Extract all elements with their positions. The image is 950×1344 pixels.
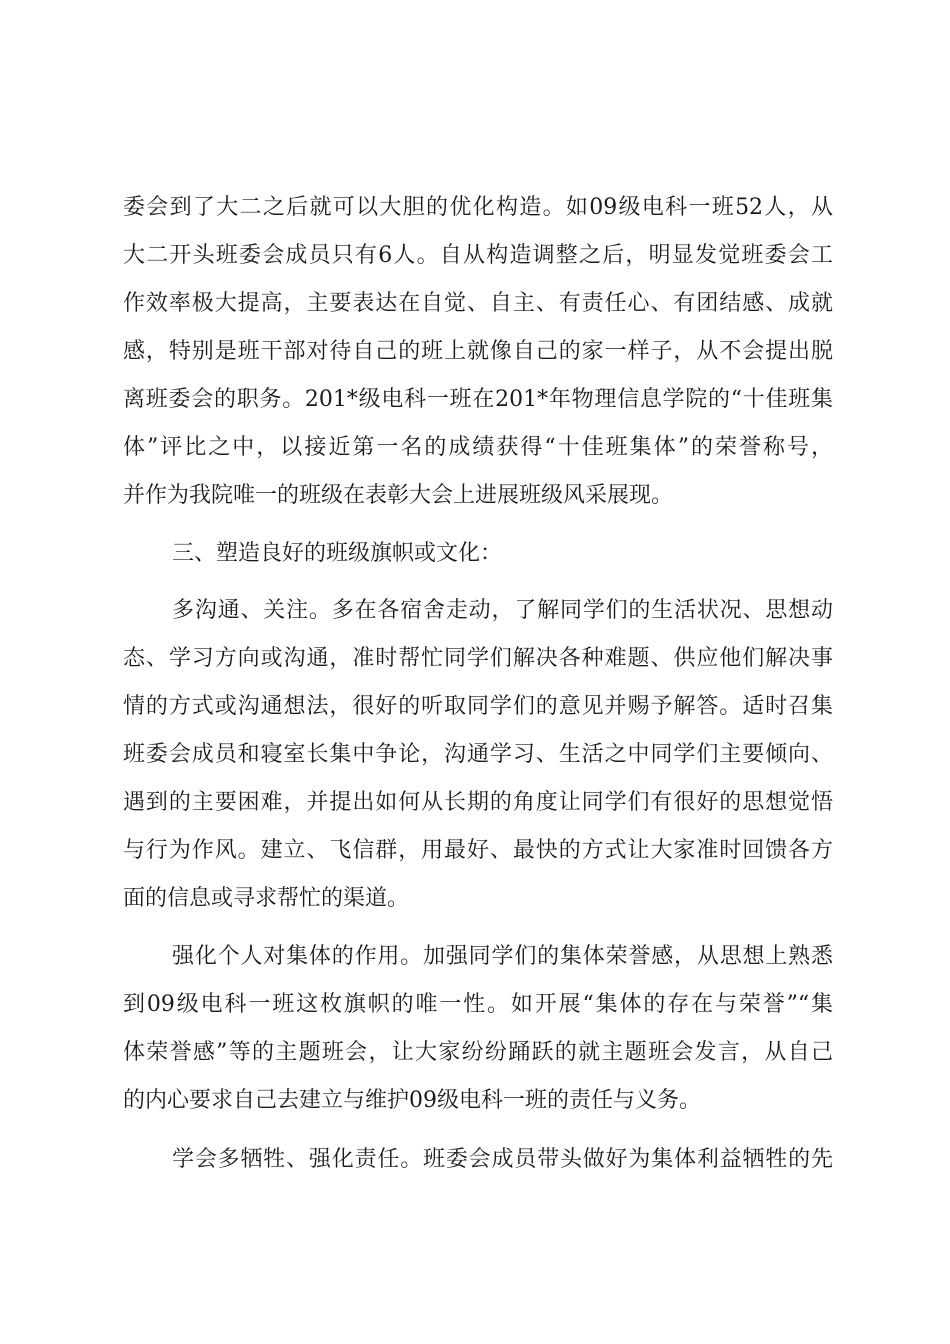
text-line: 面的信息或寻求帮忙的渠道。 (123, 886, 410, 911)
text-line: 强化个人对集体的作用。加强同学们的集体荣誉感，从思想上熟悉 (172, 944, 833, 969)
text-line: 学会多牺牲、强化责任。班委会成员带头做好为集体利益牺牲的先 (172, 1147, 833, 1172)
text-line: 并作为我院唯一的班级在表彰大会上进展班级风采展现。 (123, 483, 674, 508)
text-line: 班委会成员和寝室长集中争论，沟通学习、生活之中同学们主要倾向、 (123, 742, 833, 767)
text-line: 体”评比之中，以接近第一名的成绩获得“十佳班集体”的荣誉称号， (123, 435, 833, 460)
text-line: 委会到了大二之后就可以大胆的优化构造。如09级电科一班52人，从 (123, 195, 833, 220)
text-line: 与行为作风。建立、飞信群，用最好、最快的方式让大家准时回馈各方 (123, 838, 833, 863)
text-line: 态、学习方向或沟通，准时帮忙同学们解决各种难题、供应他们解决事 (123, 646, 833, 671)
text-line: 大二开头班委会成员只有6人。自从构造调整之后，明显发觉班委会工 (123, 243, 833, 268)
text-line: 到09级电科一班这枚旗帜的唯一性。如开展“集体的存在与荣誉”“集 (123, 992, 833, 1017)
text-line: 多沟通、关注。多在各宿舍走动，了解同学们的生活状况、思想动 (172, 598, 833, 623)
text-line: 情的方式或沟通想法，很好的听取同学们的意见并赐予解答。适时召集 (123, 694, 833, 719)
text-line: 作效率极大提高，主要表达在自觉、自主、有责任心、有团结感、成就 (123, 291, 833, 316)
text-line: 遇到的主要困难，并提出如何从长期的角度让同学们有很好的思想觉悟 (123, 790, 833, 815)
text-line: 感，特别是班干部对待自己的班上就像自己的家一样子，从不会提出脱 (123, 339, 833, 364)
text-line: 离班委会的职务。201*级电科一班在201*年物理信息学院的“十佳班集 (123, 387, 833, 412)
text-line: 的内心要求自己去建立与维护09级电科一班的责任与义务。 (123, 1088, 701, 1113)
text-line: 体荣誉感”等的主题班会，让大家纷纷踊跃的就主题班会发言，从自己 (123, 1040, 833, 1065)
section-heading: 三、塑造良好的班级旗帜或文化： (172, 541, 503, 566)
